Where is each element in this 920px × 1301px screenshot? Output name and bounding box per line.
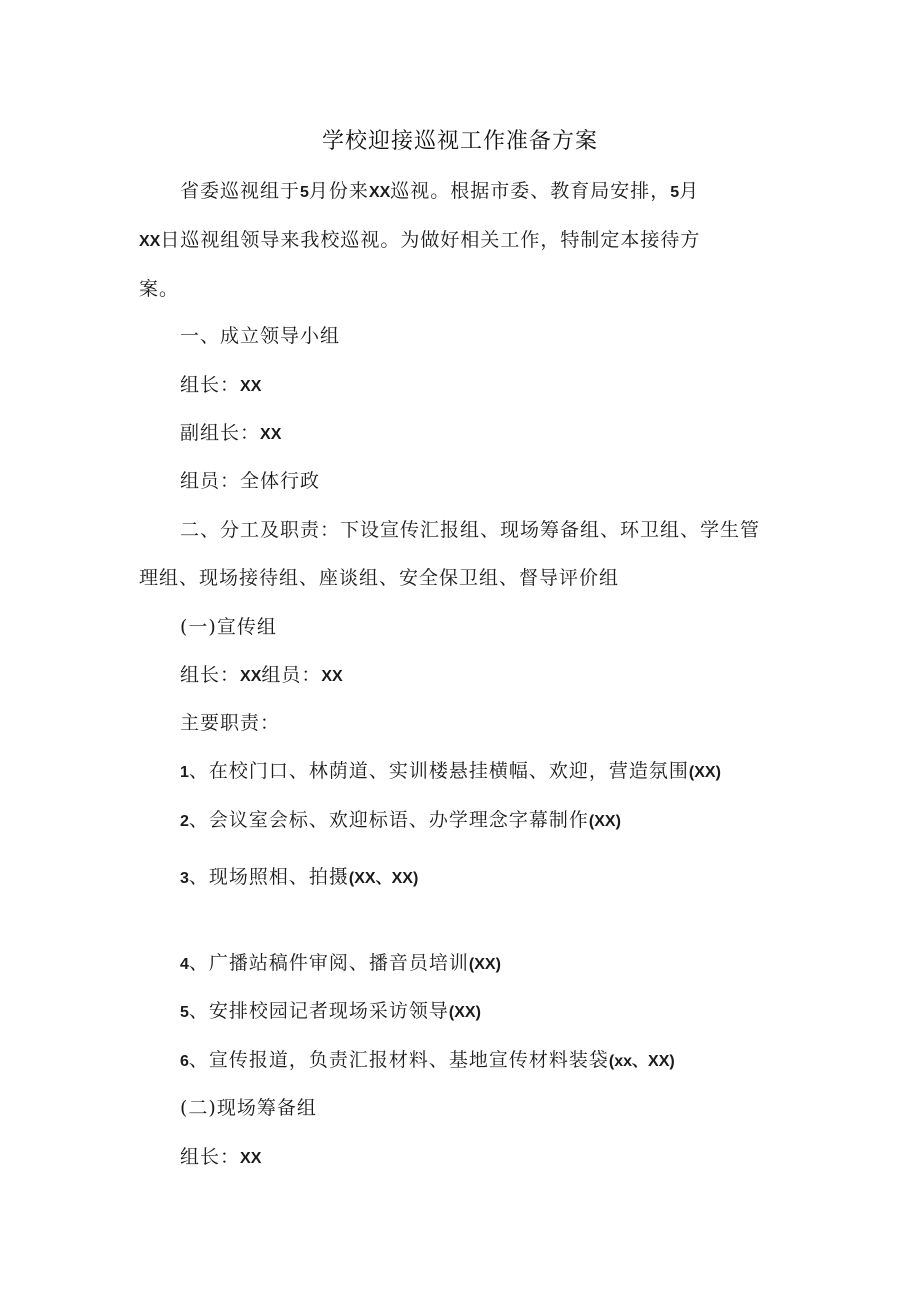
intro-placeholder: XX [139, 233, 161, 250]
duty-item-5: 5、安排校园记者现场采访领导(XX) [180, 1000, 481, 1022]
intro-placeholder: XX [368, 184, 391, 201]
group2-leader: 组长：XX [180, 1146, 262, 1168]
intro-month: 5 [670, 184, 680, 201]
intro-text: 月份来 [308, 180, 369, 202]
intro-text: 月 [679, 180, 700, 202]
intro-text: 巡视。根据市委、教育局安排， [390, 180, 671, 202]
intro-line-2 [139, 228, 700, 254]
duty-item-6: 6、宣传报道，负责汇报材料、基地宣传材料装袋(xx、XX) [180, 1049, 675, 1071]
intro-month: 5 [300, 184, 309, 201]
duty-item-4: 4、广播站稿件审阅、播音员培训(XX) [180, 952, 501, 974]
intro-text: 日巡视组领导来我校巡视。为做好相关工作，特制定本接待方 [160, 229, 701, 251]
section1-members: 组员：全体行政 [180, 470, 321, 492]
section2-heading-line-2: 理组、现场接待组、座谈组、安全保卫组、督导评价组 [139, 567, 620, 589]
duty-item-2: 2、会议室会标、欢迎标语、办学理念字幕制作(XX) [180, 809, 621, 831]
section1-deputy: 副组长：XX [180, 422, 282, 444]
intro-line-1 [180, 179, 699, 205]
duty-item-3: 3、现场照相、拍摄(XX、XX) [180, 866, 419, 888]
document-title: 学校迎接巡视工作准备方案 [321, 129, 598, 154]
intro-text: 省委巡视组于 [180, 180, 301, 202]
group2-heading: (二)现场筹备组 [180, 1097, 317, 1119]
section1-leader: 组长：XX [180, 374, 262, 396]
duty-item-1: 1、在校门口、林荫道、实训楼悬挂横幅、欢迎，营造氛围(XX) [180, 760, 721, 782]
section2-heading-line-1: 二、分工及职责：下设宣传汇报组、现场筹备组、环卫组、学生管 [180, 519, 761, 541]
intro-line-3: 案。 [139, 278, 180, 300]
group1-leaders: 组长：XX组员：XX [180, 664, 343, 686]
section1-heading: 一、成立领导小组 [180, 325, 341, 347]
group1-heading: (一)宣传组 [180, 616, 277, 638]
group1-duties-label: 主要职责： [180, 712, 281, 734]
